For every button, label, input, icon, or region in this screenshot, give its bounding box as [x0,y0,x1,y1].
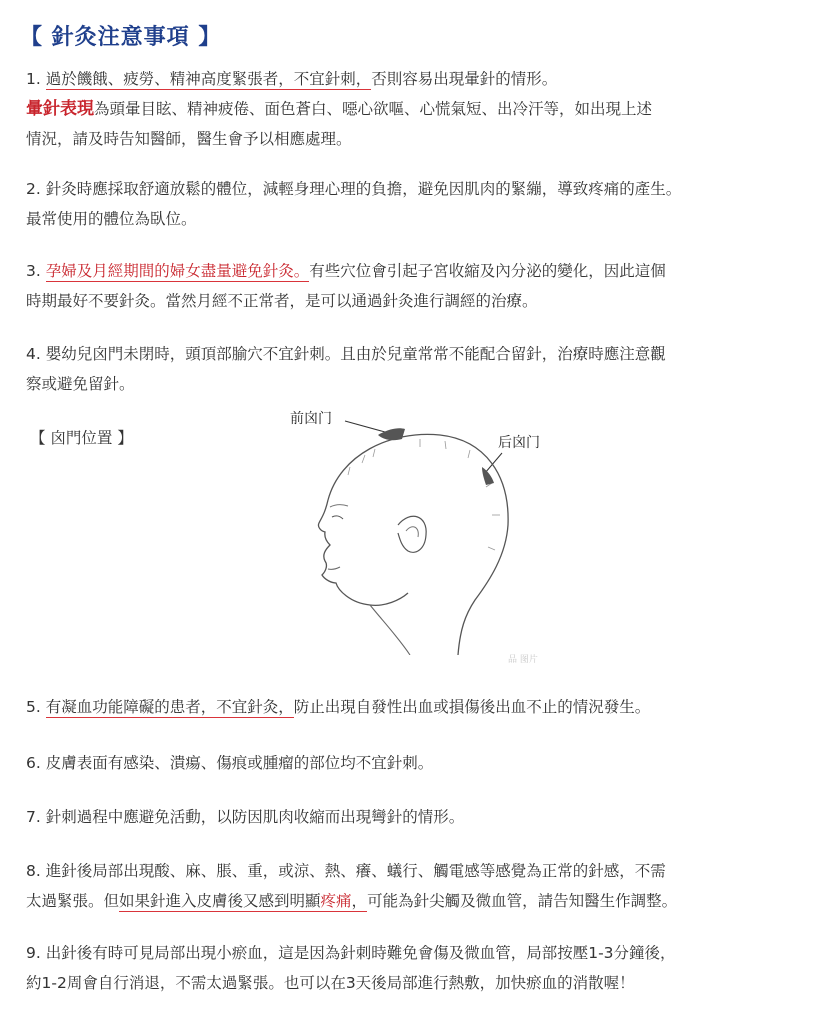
eye [332,516,343,519]
note-5: 5. 有凝血功能障礙的患者，不宜針灸，防止出現自發性出血或損傷後出血不止的情況發生。 [26,698,651,716]
head-outline [328,434,508,655]
note-4: 4. 嬰幼兒囟門未閉時，頭頂部腧穴不宜針刺。且由於兒童常常不能配合留針，治療時應注意觀 察或避免留針。 [26,345,666,393]
note-8: 8. 進針後局部出現酸、麻、脹、重，或涼、熱、癢、蟻行、觸電感等感覺為正常的針感，不需 太過緊張。但如果針進入皮膚後又感到明顯疼痛，可能為針尖觸及微血管，請告知醫生作調整。 [26,862,678,910]
page-title: 【 針灸注意事項 】 [20,25,222,50]
leader-line-back [485,453,502,473]
anterior-fontanelle-mark [378,428,405,440]
note-1: 1. 過於饑餓、疲勞、精神高度緊張者，不宜針刺，否則容易出現暈針的情形。 暈針表現為頭暈目眩、精神疲倦、面色蒼白、噁心欲嘔、心慌氣短、出冷汗等，如出現上述 情況，請及時告知醫師，醫生會予以相應處理。 [26,70,653,148]
note-6: 6. 皮膚表面有感染、潰瘍、傷痕或腫瘤的部位均不宜針刺。 [26,754,434,772]
label-anterior-fontanelle: 前囟门 [290,411,332,427]
image-watermark: 品 图片 [508,655,538,665]
label-posterior-fontanelle: 后囟门 [498,435,540,451]
note-9: 9. 出針後有時可見局部出現小瘀血，這是因為針刺時難免會傷及微血管，局部按壓1-3分鐘後， 約1-2周會自行消退，不需太過緊張。也可以在3天後局部進行熱敷，加快瘀血的消散喔！ [26,944,676,992]
ear [398,516,426,552]
leader-line-front [345,421,385,432]
note-2: 2. 針灸時應採取舒適放鬆的體位，減輕身理心理的負擔，避免因肌肉的緊繃，導致疼痛的產生。 最常使用的體位為臥位。 [26,180,682,228]
note-7: 7. 針刺過程中應避免活動，以防因肌肉收縮而出現彎針的情形。 [26,808,465,826]
face-profile [318,500,408,605]
note-8-highlight: 如果針進入皮膚後又感到明顯疼痛， [119,892,368,910]
note-5-highlight: 有凝血功能障礙的患者，不宜針灸， [45,698,294,716]
note-3-highlight: 孕婦及月經期間的婦女盡量避免針灸。 [45,262,310,280]
figure-caption: 【 囟門位置 】 [30,429,133,447]
infant-head-illustration [270,405,570,655]
note-3: 3. 孕婦及月經期間的婦女盡量避免針灸。有些穴位會引起子宮收縮及內分泌的變化，因此這個 時期最好不要針灸。當然月經不正常者，是可以通過針灸進行調經的治療。 [26,262,666,310]
note-1-highlight: 過於饑餓、疲勞、精神高度緊張者，不宜針刺， [45,70,372,88]
fainting-symptoms-label: 暈針表現 [26,99,94,119]
